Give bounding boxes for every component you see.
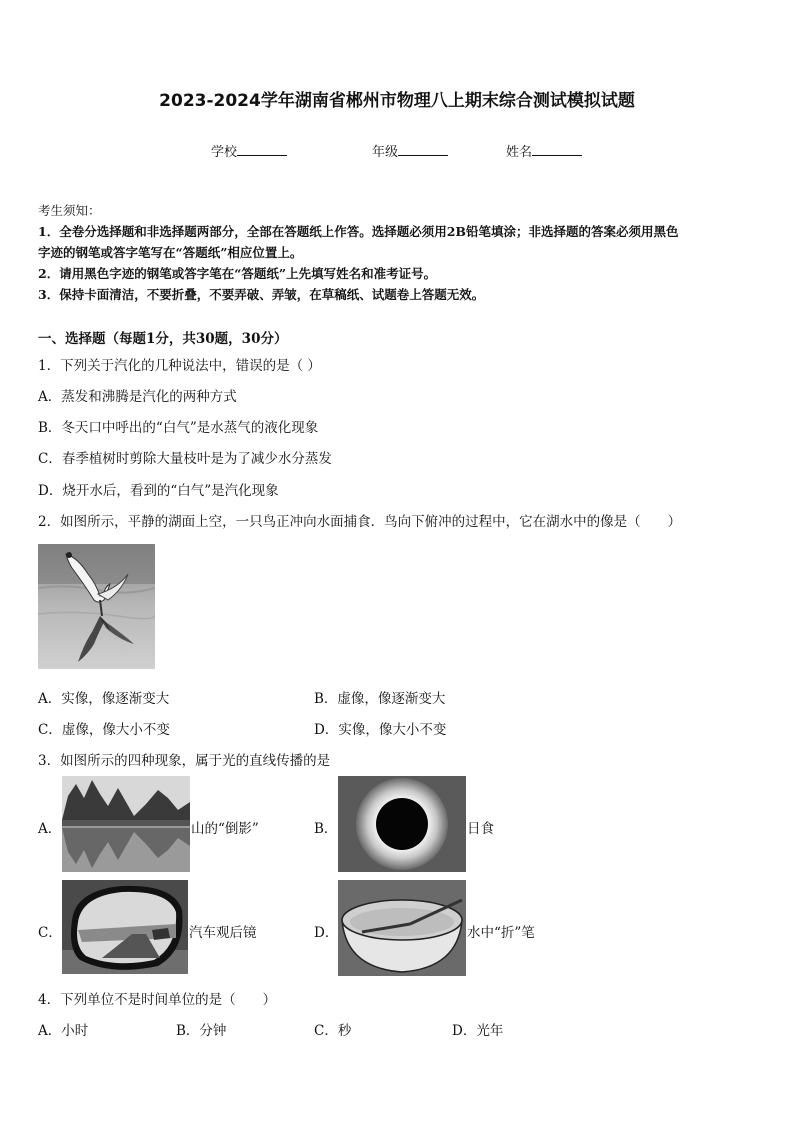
q3-option-a-caption: 山的“倒影” xyxy=(191,821,259,837)
mountain-reflection-image xyxy=(62,776,190,872)
grade-field xyxy=(372,141,448,160)
q2-option-a[interactable]: A．实像，像逐渐变大 xyxy=(38,691,170,707)
question-2-stem: 2．如图所示，平静的湖面上空，一只鸟正冲向水面捕食．鸟向下俯冲的过程中，它在湖水中的像是（ ） xyxy=(38,514,682,530)
notice-item: 1．全卷分选择题和非选择题两部分，全部在答题纸上作答。选择题必须用2B铅笔填涂；非选择题的答案必须用黑色 xyxy=(38,224,679,239)
name-label: 姓名 xyxy=(506,145,533,160)
section-heading: 一、选择题（每题1分，共30题，30分） xyxy=(38,331,288,347)
notice-item: 3．保持卡面清洁，不要折叠，不要弄破、弄皱，在草稿纸、试题卷上答题无效。 xyxy=(38,287,485,302)
q3-option-d-letter[interactable]: D． xyxy=(314,925,339,941)
question-4-stem: 4．下列单位不是时间单位的是（ ） xyxy=(38,992,277,1008)
notice-item: 2．请用黑色字迹的钢笔或答字笔在“答题纸”上先填写姓名和准考证号。 xyxy=(38,266,437,281)
notice-heading: 考生须知： xyxy=(38,203,101,218)
q2-option-b[interactable]: B．虚像，像逐渐变大 xyxy=(314,691,446,707)
q4-option-a[interactable]: A．小时 xyxy=(38,1023,89,1039)
name-blank[interactable] xyxy=(532,141,582,156)
q3-option-c-letter[interactable]: C． xyxy=(38,925,62,941)
q3-option-a-letter[interactable]: A． xyxy=(38,821,62,837)
q3-option-b-letter[interactable]: B． xyxy=(314,821,338,837)
question-1-stem: 1．下列关于汽化的几种说法中，错误的是（ ） xyxy=(38,358,321,374)
notice-item: 字迹的钢笔或答字笔写在“答题纸”相应位置上。 xyxy=(38,245,303,260)
q2-option-d[interactable]: D．实像，像大小不变 xyxy=(314,722,447,738)
q2-option-c[interactable]: C．虚像，像大小不变 xyxy=(38,722,170,738)
school-label: 学校 xyxy=(211,145,238,160)
q3-option-d-caption: 水中“折”笔 xyxy=(467,925,535,941)
bird-reflection-image xyxy=(38,544,155,669)
q4-option-c[interactable]: C．秒 xyxy=(314,1023,352,1039)
grade-blank[interactable] xyxy=(398,141,448,156)
q3-option-c-caption: 汽车观后镜 xyxy=(189,925,257,941)
rearview-mirror-image xyxy=(62,880,188,974)
q1-option-b[interactable]: B．冬天口中呼出的“白气”是水蒸气的液化现象 xyxy=(38,420,319,436)
q4-option-b[interactable]: B．分钟 xyxy=(176,1023,227,1039)
page-title: 2023-2024学年湖南省郴州市物理八上期末综合测试模拟试题 xyxy=(159,91,635,111)
q4-option-d[interactable]: D．光年 xyxy=(452,1023,504,1039)
grade-label: 年级 xyxy=(372,145,399,160)
bent-pencil-image xyxy=(338,880,466,976)
q3-option-b-caption: 日食 xyxy=(467,821,494,837)
notice-block xyxy=(38,200,758,305)
question-3-stem: 3．如图所示的四种现象，属于光的直线传播的是 xyxy=(38,753,331,769)
solar-eclipse-image xyxy=(338,776,466,872)
name-field xyxy=(506,141,582,160)
school-blank[interactable] xyxy=(237,141,287,156)
q1-option-c[interactable]: C．春季植树时剪除大量枝叶是为了减少水分蒸发 xyxy=(38,451,332,467)
school-field xyxy=(211,141,287,160)
q1-option-d[interactable]: D．烧开水后，看到的“白气”是汽化现象 xyxy=(38,483,279,499)
q1-option-a[interactable]: A．蒸发和沸腾是汽化的两种方式 xyxy=(38,389,237,405)
